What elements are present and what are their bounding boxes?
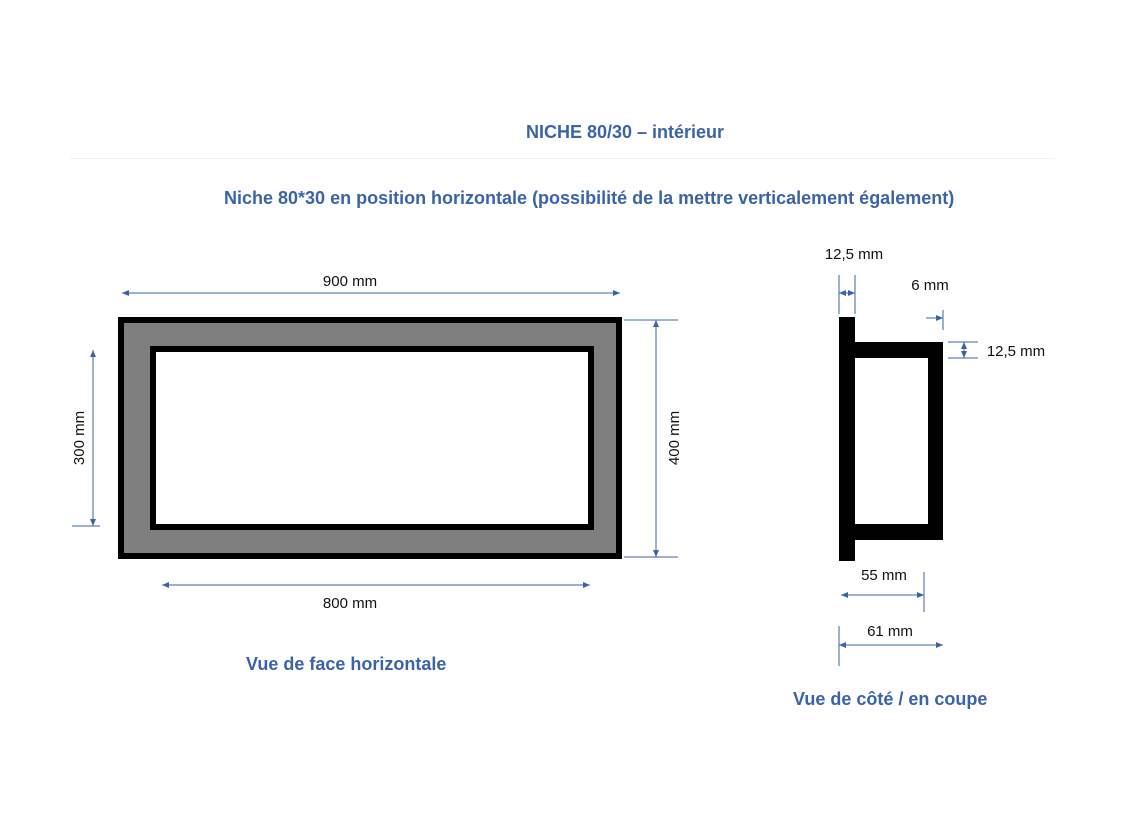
page-subtitle: Niche 80*30 en position horizontale (possibilité de la mettre verticalement également) <box>224 188 955 208</box>
top-wall <box>839 342 943 358</box>
wall-thickness-label: 6 mm <box>911 277 949 294</box>
outer-height-label: 400 mm <box>666 410 683 466</box>
inner-depth-label: 55 mm <box>861 567 907 584</box>
side-view-caption: Vue de côté / en coupe <box>793 689 988 709</box>
page-title: NICHE 80/30 – intérieur <box>525 122 725 142</box>
front-view <box>71 270 683 612</box>
side-view <box>825 246 1045 666</box>
top-thickness-label: 12,5 mm <box>986 343 1046 360</box>
front-view-caption: Vue de face horizontale <box>246 654 447 674</box>
back-wall <box>928 342 943 540</box>
inner-opening <box>156 352 588 524</box>
bottom-wall <box>839 524 943 540</box>
total-depth-label: 61 mm <box>867 623 913 640</box>
outer-width-label: 900 mm <box>322 273 378 290</box>
inner-height-label: 300 mm <box>71 410 88 466</box>
flange-thickness-label: 12,5 mm <box>824 246 884 263</box>
inner-width-label: 800 mm <box>322 595 378 612</box>
